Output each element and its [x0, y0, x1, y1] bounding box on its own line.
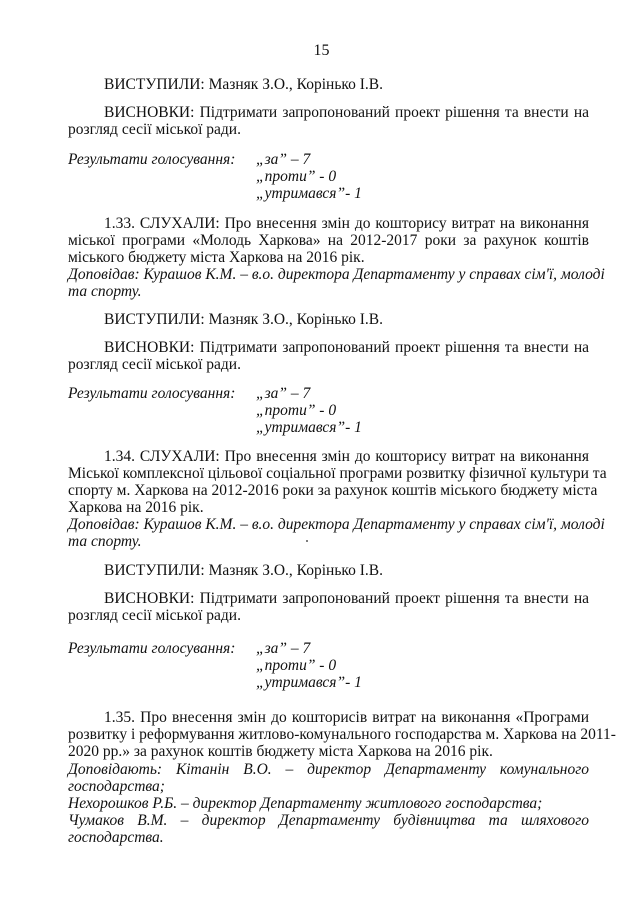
vote-results-label: Результати голосування:	[68, 151, 236, 168]
vote-for: „за” – 7	[256, 151, 311, 168]
reporter-line: Доповідають: Кітанін В.О. – директор Департаменту комунального	[68, 761, 589, 778]
item-heading-line: 1.35. Про внесення змін до кошторисів витрат на виконання «Програми	[104, 709, 589, 726]
vote-for: „за” – 7	[256, 640, 311, 657]
vote-against: „проти” - 0	[256, 657, 337, 674]
conclusion-line: ВИСНОВКИ: Підтримати запропонований проект рішення та внести на	[104, 104, 589, 121]
conclusion-line: розгляд сесії міської ради.	[68, 607, 241, 624]
item-text-line: міської програми «Молодь Харкова» на 2012-2017 роки за рахунок коштів	[68, 232, 589, 249]
conclusion-line: розгляд сесії міської ради.	[68, 356, 241, 373]
item-heading-line: 1.33. СЛУХАЛИ: Про внесення змін до кошторису витрат на виконання	[104, 215, 589, 232]
conclusion-line: ВИСНОВКИ: Підтримати запропонований проект рішення та внести на	[104, 339, 589, 356]
vote-abstain: „утримався”- 1	[256, 185, 362, 202]
stray-dot	[306, 540, 308, 542]
reporter-line: Нехорошков Р.Б. – директор Департаменту житлового господарства;	[68, 795, 543, 812]
item-text-line: розвитку і реформування житлово-комунального господарства м. Харкова на 2011-	[68, 726, 616, 743]
vote-for: „за” – 7	[256, 385, 311, 402]
conclusion-line: ВИСНОВКИ: Підтримати запропонований проект рішення та внести на	[104, 590, 589, 607]
vote-abstain: „утримався”- 1	[256, 419, 362, 436]
item-text-line: спорту м. Харкова на 2012-2016 роки за рахунок коштів міського бюджету міста	[68, 482, 598, 499]
reporter-line: Чумаков В.М. – директор Департаменту будівництва та шляхового	[68, 812, 589, 829]
item-text-line: міського бюджету міста Харкова на 2016 рік.	[68, 249, 365, 266]
speakers-line: ВИСТУПИЛИ: Мазняк З.О., Корінько І.В.	[104, 311, 384, 328]
item-text-line: 2020 рр.» за рахунок коштів бюджету міста Харкова на 2016 рік.	[68, 743, 493, 760]
reporter-line: господарства.	[68, 829, 164, 846]
reporter-line: Доповідав: Курашов К.М. – в.о. директора Департаменту у справах сім'ї, молоді	[68, 516, 605, 533]
conclusion-line: розгляд сесії міської ради.	[68, 121, 241, 138]
vote-against: „проти” - 0	[256, 402, 337, 419]
vote-results-label: Результати голосування:	[68, 640, 236, 657]
speakers-line: ВИСТУПИЛИ: Мазняк З.О., Корінько І.В.	[104, 76, 384, 93]
reporter-line: господарства;	[68, 778, 165, 795]
reporter-line: та спорту.	[68, 533, 142, 550]
item-text-line: Харкова на 2016 рік.	[68, 499, 204, 516]
item-heading-line: 1.34. СЛУХАЛИ: Про внесення змін до кошторису витрат на виконання	[104, 448, 589, 465]
page-number: 15	[313, 42, 330, 59]
vote-against: „проти” - 0	[256, 168, 337, 185]
vote-results-label: Результати голосування:	[68, 385, 236, 402]
speakers-line: ВИСТУПИЛИ: Мазняк З.О., Корінько І.В.	[104, 562, 384, 579]
reporter-line: та спорту.	[68, 283, 142, 300]
reporter-line: Доповідав: Курашов К.М. – в.о. директора Департаменту у справах сім'ї, молоді	[68, 266, 605, 283]
vote-abstain: „утримався”- 1	[256, 674, 362, 691]
item-text-line: Міської комплексної цільової соціальної програми розвитку фізичної культури та	[68, 465, 607, 482]
